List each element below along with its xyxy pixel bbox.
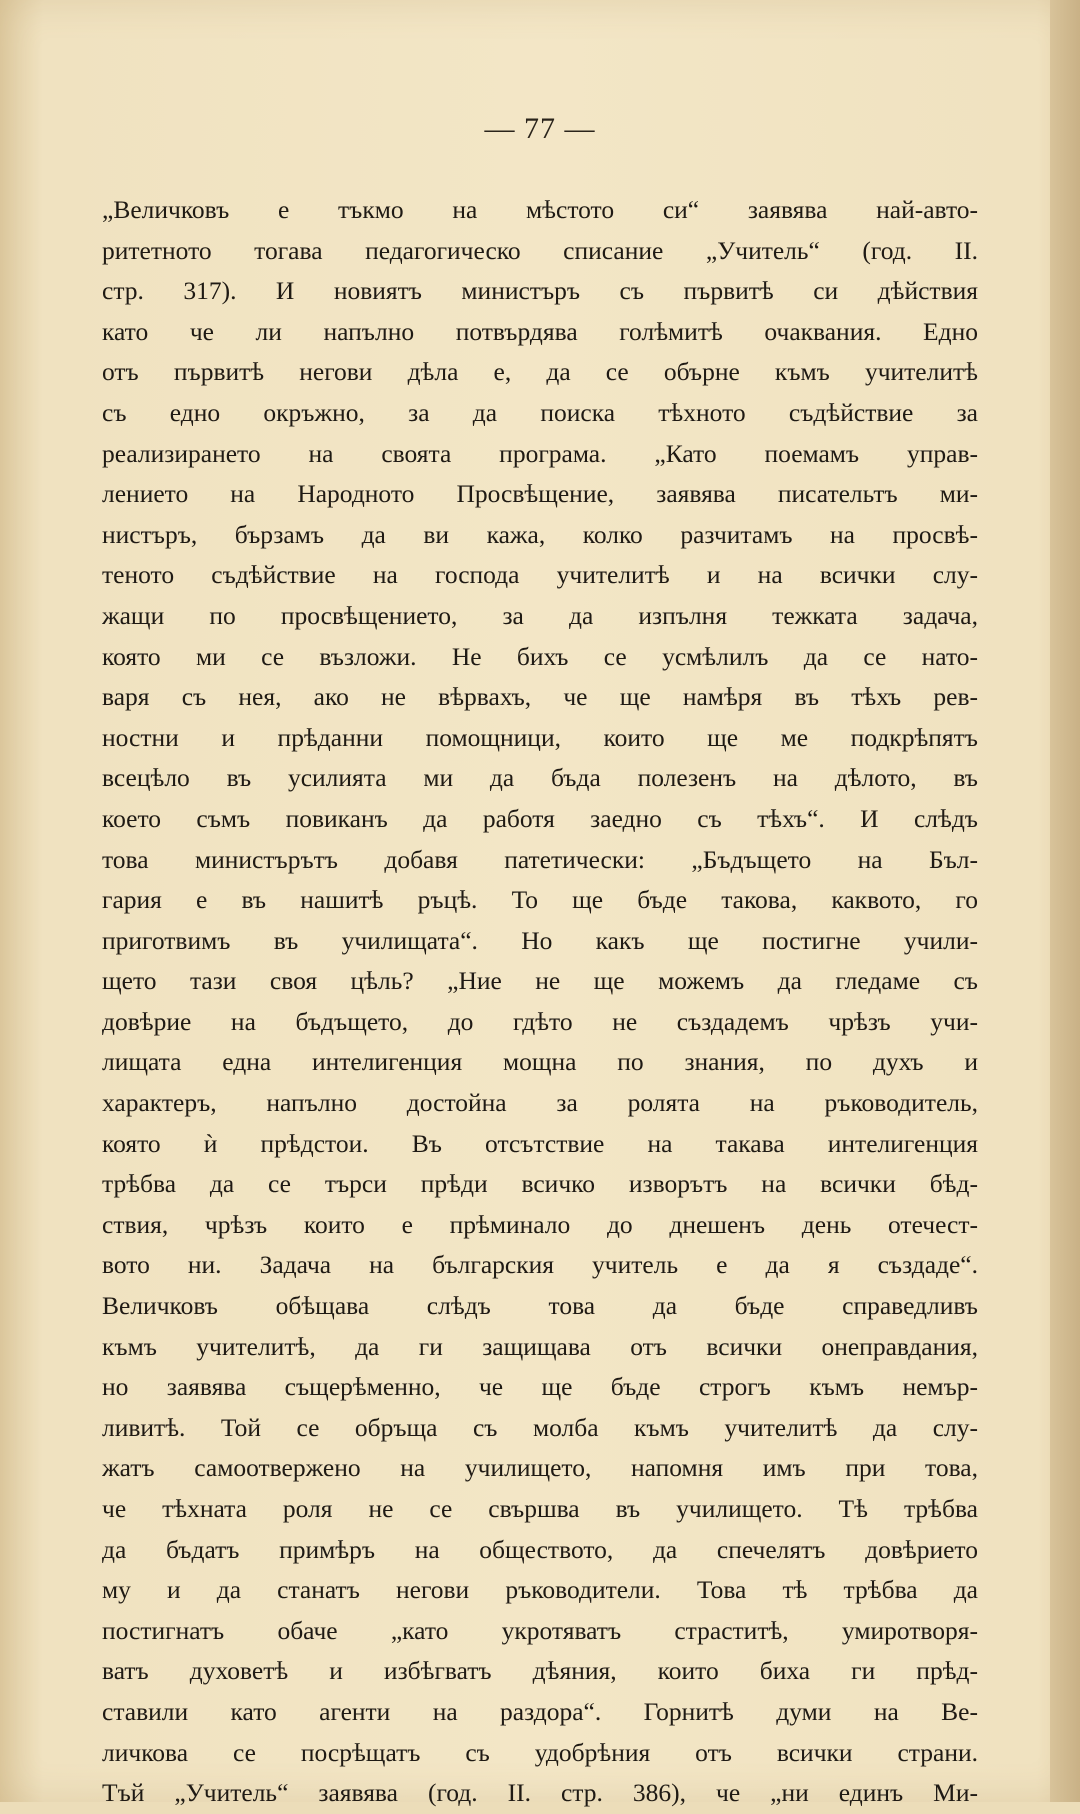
text-line: ливитѣ. Той се обръща съ молба къмъ учителитѣ да слу- bbox=[102, 1412, 978, 1442]
text-line: гария е въ нашитѣ ръцѣ. То ще бъде такова, каквото, го bbox=[102, 885, 978, 915]
text-line: варя съ нея, ако не вѣрвахъ, че ще намѣря въ тѣхъ рев- bbox=[102, 682, 978, 712]
text-line: лението на Народното Просвѣщение, заявява писательтъ ми- bbox=[102, 479, 978, 509]
text-line: която ми се възложи. Не бихъ се усмѣлилъ да се нато- bbox=[102, 641, 978, 671]
text-line: че тѣхната роля не се свършва въ училището. Тѣ трѣбва bbox=[102, 1494, 978, 1523]
text-line: жатъ самоотвержено на училището, напомня имъ при това, bbox=[102, 1453, 978, 1483]
text-line: лищата една интелигенция мощна по знания, по духъ и bbox=[102, 1047, 978, 1077]
text-line: като че ли напълно потвърдява голѣмитѣ очаквания. Едно bbox=[102, 316, 978, 346]
text-line: отъ първитѣ негови дѣла е, да се обърне къмъ учителитѣ bbox=[102, 357, 978, 387]
body-text bbox=[102, 190, 978, 1814]
text-line: теното съдѣйствие на господа учителитѣ и на всички слу- bbox=[102, 560, 978, 590]
text-line: това министърътъ добавя патетически: „Бъдъщето на Бъл- bbox=[102, 844, 978, 874]
text-line: съ едно окръжно, за да поиска тѣхното съдѣйствие за bbox=[102, 397, 978, 427]
text-line: личкова се посрѣщатъ съ удобрѣния отъ всички страни. bbox=[102, 1737, 978, 1767]
text-line: стр. 317). И новиятъ министъръ съ първитѣ си дѣйствия bbox=[102, 276, 978, 306]
text-line: нистъръ, бързамъ да ви кажа, колко разчитамъ на просвѣ- bbox=[102, 519, 978, 549]
text-line: къмъ учителитѣ, да ги защищава отъ всички онеправдания, bbox=[102, 1331, 978, 1361]
text-line: да бъдатъ примѣръ на обществото, да спечелятъ довѣрието bbox=[102, 1534, 978, 1564]
text-line: вото ни. Задача на българския учитель е да я създаде“. bbox=[102, 1250, 978, 1280]
text-line: ватъ духоветѣ и избѣгватъ дѣяния, които биха ги прѣд- bbox=[102, 1656, 978, 1686]
text-line: трѣбва да се търси прѣди всичко изворътъ на всички бѣд- bbox=[102, 1169, 978, 1199]
text-line: приготвимъ въ училищата“. Но какъ ще постигне учили- bbox=[102, 925, 978, 955]
text-line: „Величковъ е тъкмо на мѣстото си“ заявява най-авто- bbox=[102, 195, 978, 224]
text-line: характеръ, напълно достойна за ролята на ръководитель, bbox=[102, 1088, 978, 1118]
text-line: но заявява същерѣменно, че ще бъде строгъ къмъ немър- bbox=[102, 1372, 978, 1402]
text-line: му и да станатъ негови ръководители. Това тѣ трѣбва да bbox=[102, 1575, 978, 1605]
text-line: всецѣло въ усилията ми да бъда полезенъ на дѣлото, въ bbox=[102, 763, 978, 793]
text-line: която ѝ прѣдстои. Въ отсътствие на такава интелигенция bbox=[102, 1128, 978, 1158]
text-line: ствия, чрѣзъ които е прѣминало до днешенъ день отечест- bbox=[102, 1209, 978, 1239]
page-number: — 77 — bbox=[484, 112, 596, 145]
text-line: ставили като агенти на раздора“. Горнитѣ думи на Ве- bbox=[102, 1696, 978, 1726]
text-line: довѣрие на бъдъщето, до гдѣто не създадемъ чрѣзъ учи- bbox=[102, 1006, 978, 1036]
text-line: Величковъ обѣщава слѣдъ това да бъде справедливъ bbox=[102, 1291, 978, 1321]
text-line: ритетното тогава педагогическо списание „Учитель“ (год. II. bbox=[102, 235, 978, 265]
text-line: постигнатъ обаче „като укротяватъ страститѣ, умиротворя- bbox=[102, 1615, 978, 1645]
text-line: Тъй „Учитель“ заявява (год. II. стр. 386), че „ни единъ Ми- bbox=[102, 1778, 978, 1808]
text-line: което съмъ повиканъ да работя заедно съ тѣхъ“. И слѣдъ bbox=[102, 803, 978, 833]
text-line: реализирането на своята програма. „Като поемамъ управ- bbox=[102, 438, 978, 468]
text-line: жащи по просвѣщението, за да изпълня тежката задача, bbox=[102, 600, 978, 630]
text-line: щето тази своя цѣль? „Ние не ще можемъ да гледаме съ bbox=[102, 966, 978, 996]
text-line: ностни и прѣданни помощници, които ще ме подкрѣпятъ bbox=[102, 722, 978, 752]
page-edge bbox=[1050, 0, 1080, 1802]
